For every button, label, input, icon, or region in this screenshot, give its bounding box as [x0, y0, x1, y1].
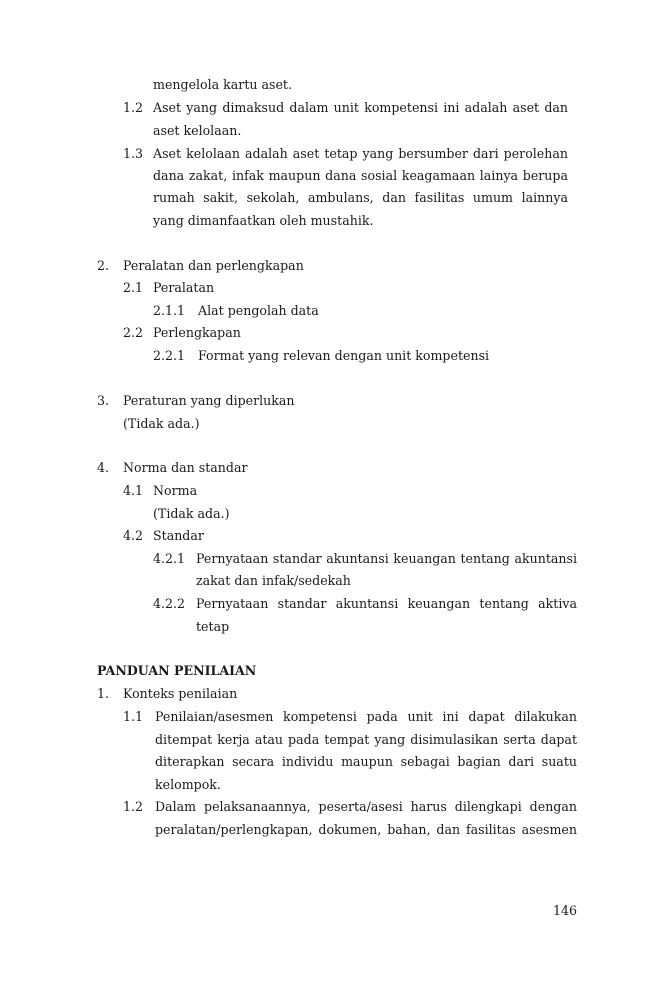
section-note: (Tidak ada.)	[123, 416, 200, 431]
section-number: 3.	[97, 393, 110, 408]
item-number: 1.2	[123, 100, 144, 115]
item-text: aset kelolaan.	[153, 123, 242, 138]
section-number: 1.	[97, 686, 110, 701]
item-text: tetap	[196, 619, 230, 634]
item-number: 1.1	[123, 709, 144, 724]
item-text: Alat pengolah data	[198, 303, 319, 318]
subsection-title: Perlengkapan	[153, 325, 241, 340]
item-text: Format yang relevan dengan unit kompetensi	[198, 348, 490, 363]
subsection-title: Peralatan	[153, 280, 215, 295]
section-title: Konteks penilaian	[123, 686, 238, 701]
item-text: zakat dan infak/sedekah	[196, 573, 351, 588]
section-title: Peralatan dan perlengkapan	[123, 258, 304, 273]
item-text: diterapkan secara individu maupun sebagai bagian dari suatu	[155, 754, 577, 769]
item-number: 4.2.1	[153, 551, 186, 566]
item-text: Dalam pelaksanaannya, peserta/asesi harus dilengkapi dengan	[155, 799, 577, 814]
subsection-title: Norma	[153, 483, 198, 498]
section-number: 2.	[97, 258, 110, 273]
item-text: Aset yang dimaksud dalam unit kompetensi ini adalah aset dan	[153, 100, 568, 115]
subsection-number: 4.1	[123, 483, 144, 498]
item-text: yang dimanfaatkan oleh mustahik.	[153, 213, 374, 228]
item-number: 1.2	[123, 799, 144, 814]
item-text: Penilaian/asesmen kompetensi pada unit ini dapat dilakukan	[155, 709, 577, 724]
page-number: 146	[552, 903, 577, 918]
subsection-number: 2.1	[123, 280, 144, 295]
item-number: 2.2.1	[153, 348, 186, 363]
item-text: peralatan/perlengkapan, dokumen, bahan, dan fasilitas asesmen	[155, 822, 577, 837]
section-number: 4.	[97, 460, 110, 475]
continuation-line: mengelola kartu aset.	[153, 77, 292, 92]
item-text: ditempat kerja atau pada tempat yang disimulasikan serta dapat	[155, 732, 577, 747]
item-text: dana zakat, infak maupun dana sosial keagamaan lainya berupa	[153, 168, 568, 183]
section-title: Peraturan yang diperlukan	[123, 393, 295, 408]
item-number: 1.3	[123, 146, 144, 161]
item-text: Pernyataan standar akuntansi keuangan tentang akuntansi	[196, 551, 577, 566]
subsection-number: 4.2	[123, 528, 144, 543]
subsection-number: 2.2	[123, 325, 144, 340]
item-text: Aset kelolaan adalah aset tetap yang bersumber dari perolehan	[153, 146, 568, 161]
section-heading: PANDUAN PENILAIAN	[97, 663, 257, 678]
subsection-title: Standar	[153, 528, 204, 543]
subsection-note: (Tidak ada.)	[153, 506, 230, 521]
item-text: Pernyataan standar akuntansi keuangan tentang aktiva	[196, 596, 577, 611]
section-title: Norma dan standar	[123, 460, 248, 475]
item-number: 4.2.2	[153, 596, 186, 611]
item-text: kelompok.	[155, 777, 221, 792]
item-number: 2.1.1	[153, 303, 186, 318]
item-text: rumah sakit, sekolah, ambulans, dan fasilitas umum lainnya	[153, 190, 568, 205]
